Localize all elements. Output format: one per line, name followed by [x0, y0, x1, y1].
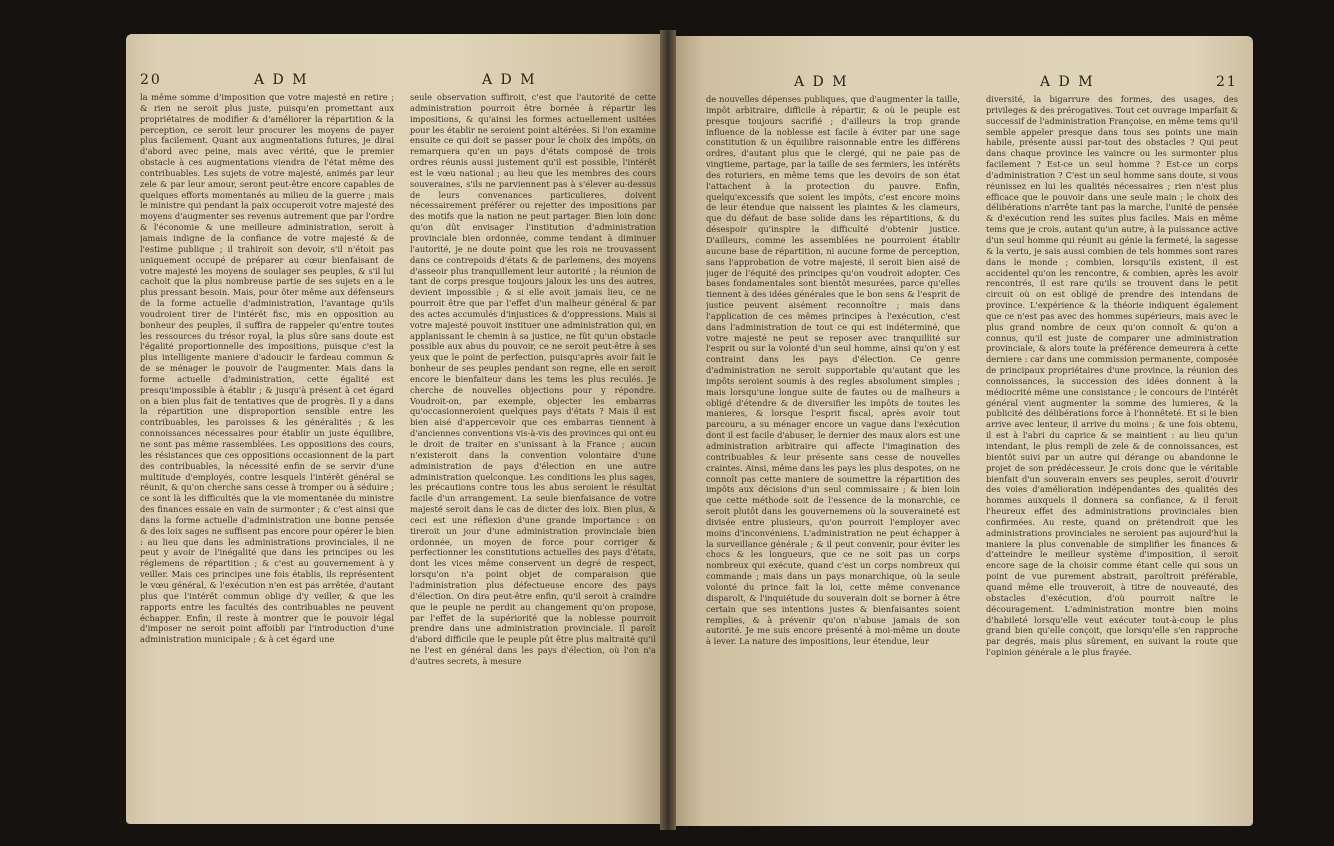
right-column-2: [986, 94, 1238, 814]
right-page-number: 21: [1216, 74, 1238, 90]
left-column-2: [410, 92, 656, 812]
left-column-2-text: seule observation suffiroit, c'est que l'autorité de cette administration pourroit être bornée à répartir les impositions, & qu'ainsi les formes actuellement usitées pour les établir ne seroient point altérées. Si l'on examine ensuite ce qui doit se passer pour le choix des impôts, on remarquera qu'en un pays d'états composé de trois ordres réunis aussi justement qu'il est possible, l'intérêt est le vœu national ; au lieu que les membres des cours souveraines, s'ils ne parviennent pas à s'élever au-dessus de leurs convenances particulieres, doivent nécessairement préférer ou rejetter des impositions par des motifs que la nation ne peut partager. Bien loin donc qu'on dût envisager l'institution d'administration provinciale bien ordonnée, comme tendant à diminuer l'autorité, je ne doute point que les rois ne trouvassent dans ce contrepoids d'états & de parlemens, des moyens d'asseoir plus tranquillement leur autorité ; la réunion de tant de corps presque toujours jaloux les uns des autres, devient impossible ; & si elle avoit jamais lieu, ce ne pourroit être que par l'effet d'un malheur général & par des actes accumulés d'injustices & d'oppressions. Mais si votre majesté pouvoit instituer une administration qui, en applanissant le chemin à sa justice, ne fût qu'un obstacle possible aux abus du pouvoir, ce ne seroit peut-être à ses yeux que le point de perfection, puisqu'après avoir fait le bonheur de ses peuples pendant son regne, elle en seroit encore le bienfaiteur dans les tems les plus reculés. Je cherche de nouvelles objections pour y répondre. Voudroit-on, par exemple, objecter les embarras qu'occasionneroient quelques pays d'états ? Mais il est bien aisé d'appercevoir que ces embarras tiennent à d'anciennes conventions vis-à-vis des provinces qui ont eu le droit de traiter en s'unissant à la France ; aucun n'existeroit dans la convention volontaire d'une administration de pays d'élection en une autre administration quelconque. Les conditions les plus sages, les précautions contre tous les abus seroient le résultat facile d'un arrangement. La seule bienfaisance de votre majesté seroit dans le cas de dicter des loix. Bien plus, & ceci est une réflexion d'une grande importance : on tireroit un jour d'une administration provinciale bien ordonnée, un moyen de force pour corriger & perfectionner les constitutions actuelles des pays d'états, dont les vices même conservent un degré de respect, lorsqu'on n'a point objet de comparaison que l'administration plus défectueuse encore des pays d'élection. On dira peut-être enfin, qu'il seroit à craindre que le peuple ne perdit au changement qu'on propose, par l'effet de la supériorité que la noblesse pourroit prendre dans une administration provinciale. Il paroît d'abord difficile que le peuple pût être plus maltraité qu'il ne l'est en général dans les pays d'élection, où l'on n'a d'autres secrets, à mesure: [410, 92, 656, 666]
left-page: [126, 34, 666, 824]
left-column-1: [140, 92, 394, 812]
book-gutter: [660, 30, 676, 830]
right-column-1: [706, 94, 960, 814]
right-header-left: A D M: [794, 74, 849, 90]
right-page: [668, 36, 1253, 826]
left-page-number: 20: [140, 72, 162, 88]
right-header-right: A D M: [1040, 74, 1095, 90]
left-header-left: A D M: [254, 72, 309, 88]
right-column-2-text: diversité, la bigarrure des formes, des usages, des privileges & des prérogatives. Tout cet ouvrage imparfait & successif de l'administration Françoise, en même tems qu'il semble appeler presque dans tous ses points une main habile, présente aussi par-tout des obstacles ? Qui peut dans chaque province les vaincre ou les surmonter plus facilement ? Est-ce un seul homme ? Est-ce un corps d'administration ? C'est un seul homme sans doute, si vous réunissez en lui les qualités nécessaires ; rien n'est plus efficace que le pouvoir dans une seule main ; le choix des délibérations n'arrête tant pas la marche, l'unité de pensée & d'exécution rend les suites plus faciles. Mais en même tems que je crois, autant qu'un autre, à la puissance active d'un seul homme qui réunit au génie la fermeté, la sagesse & la vertu, je sais aussi combien de tels hommes sont rares dans le monde ; combien, lorsqu'ils existent, il est accidentel qu'on les rencontre, & combien, après les avoir rencontrés, il est rare qu'ils se trouvent dans le petit circuit où on est obligé de prendre des intendans de province. L'expérience & la théorie indiquent également que ce n'est pas avec des hommes supérieurs, mais avec le plus grand nombre de ceux qu'on connoît & qu'on a connus, qu'il est juste de comparer une administration provinciale, & alors toute la préférence demeurera à cette derniere : car dans une commission permanente, composée de principaux propriétaires d'une province, la réunion des connoissances, la succession des idées donnent à la médiocrité même une consistance ; le concours de l'intérêt général vient augmenter la somme des lumieres, & la publicité des délibérations force à l'honnêteté. Et si le bien arrive avec lenteur, il arrive du moins ; & une fois obtenu, il est à l'abri du caprice & se maintient : au lieu qu'un intendant, le plus rempli de zele & de connoissances, est bientôt suivi par un autre qui dérange ou abandonne le projet de son prédécesseur. Je crois donc que le véritable bienfait d'un souverain envers ses peuples, seroit d'ouvrir des voies d'amélioration indépendantes des qualités des hommes auxquels il donnera sa confiance, & il feroit l'heureux effet des administrations provinciales bien confirmées. Au reste, quand on prétendroit que les administrations provinciales ne seroient pas aujourd'hui la maniere la plus convenable de simplifier les finances & d'atteindre le meilleur système d'imposition, il seroit encore sage de la choisir comme étant celle qui sous un point de vue purement abstrait, paroîtroit préférable, quand même elle trouveroit, à titre de nouveauté, des obstacles d'exécution, d'où pourroit naître le découragement. L'administration montre bien moins d'habileté lorsqu'elle veut exécuter tout-à-coup le plus grand bien qu'elle conçoit, que lorsqu'elle s'en rapproche par degrés, mais plus sûrement, en suivant la route que l'opinion générale a le plus frayée.: [986, 94, 1238, 658]
right-column-1-text: de nouvelles dépenses publiques, que d'augmenter la taille, impôt arbitraire, difficile à répartir, & où le peuple est presque toujours sacrifié ; d'ailleurs la trop grande influence de la noblesse est facile à éviter par une sage constitution & un équilibre raisonnable entre les différens ordres, d'autant plus que le clergé, qui ne paie pas de vingtieme, partage, par la taille de ses fermiers, les intérêts des roturiers, en même tems que les devoirs de son état l'attachent à la protection du pauvre. Enfin, quelqu'excessifs que soient les impôts, c'est encore moins de leur étendue que naissent les plaintes & les clameurs, que du défaut de base solide dans les répartitions, & du désespoir qu'inspire la difficulté d'obtenir justice. D'ailleurs, comme les assemblées ne pourroient établir aucune base de répartition, ni aucune forme de perception, sans l'approbation de votre majesté, il seroit bien aisé de juger de l'équité des principes qu'on voudroit adopter. Ces bases fondamentales sont bientôt mesurées, parce qu'elles tiennent à des idées générales que le bon sens & l'esprit de justice peuvent aisément reconnoître ; mais dans l'application de ces mêmes principes à l'exécution, c'est dans l'administration de tout ce qui est indéterminé, que votre majesté ne peut se reposer avec tranquillité sur l'esprit ou sur la volonté d'un seul homme, ainsi qu'on y est contraint dans les pays d'élection. Ce genre d'administration ne seroit supportable qu'autant que les impôts seroient soumis à des regles absolument simples ; mais lorsqu'une longue suite de fautes ou de malheurs a obligé d'étendre & de diversifier les impôts de toutes les manieres, & lorsque l'esprit fiscal, après avoir tout parcouru, a su ménager encore un vague dans l'exécution dont il est facile d'abuser, le dernier des maux alors est une administration arbitraire qui affecte l'imagination des contribuables & leur présente sans cesse de nouvelles craintes. Ainsi, même dans les pays les plus despotes, on ne connoît pas cette maniere de soumettre la répartition des impôts aux décisions d'un seul commissaire ; & bien loin que cette méthode soit de l'essence de la monarchie, ce seroit plutôt dans les gouvernemens où la souveraineté est divisée entre plusieurs, qu'on pourroit l'employer avec moins d'inconvéniens. L'administration ne peut échapper à la surveillance générale ; & il peut convenir, pour éviter les chocs & les longueurs, que ce ne soit pas un corps nombreux qui exécute, quand c'est un corps nombreux qui commande ; mais dans un pays monarchique, où la seule volonté du prince fait la loi, cette même convenance disparoît, & l'inquiétude du souverain doit se borner à être certain que ses intentions justes & bienfaisantes soient remplies, & à prévenir qu'on n'abuse jamais de son autorité. Je me suis encore présenté à moi-même un doute à lever. La nature des impositions, leur étendue, leur: [706, 94, 960, 647]
left-header-right: A D M: [482, 72, 537, 88]
left-column-1-text: la même somme d'imposition que votre majesté en retire ; & rien ne seroit plus juste, puisqu'en promettant aux propriétaires de modifier & d'améliorer la répartition & la perception, ce seroit leur procurer les moyens de payer plus facilement. Quant aux augmentations futures, je dirai d'abord avec peine, mais avec vérité, que le premier obstacle à ces augmentations viendra de l'état même des contribuables. Les sujets de votre majesté, animés par leur zele & par leur amour, seront peut-être encore capables de quelques efforts momentanés au milieu de la guerre ; mais le ministre qui pendant la paix occuperoit votre majesté des moyens d'augmenter ses revenus autrement que par l'ordre & l'économie & une meilleure administration, seroit à jamais indigne de la confiance de votre majesté & de l'estime publique ; il trahiroit son devoir, s'il n'étoit pas uniquement occupé de préparer au cœur bienfaisant de votre majesté les moyens de soulager ses peuples, & s'il lui cachoit que la plus nombreuse partie de ses sujets en a le plus pressant besoin. Mais, pour ôter même aux défenseurs de la forme actuelle d'administration, l'avantage qu'ils voudroient tirer de l'intérêt fisc, mis en opposition au bonheur des peuples, il suffira de rappeler qu'entre toutes les ressources du trésor royal, la plus sûre sans doute est l'égalité proportionnelle des impositions, puisque c'est la plus intelligente maniere d'adoucir le fardeau commun & de se ménager le pouvoir de l'augmenter. Mais dans la forme actuelle d'administration, cette égalité est presqu'impossible à établir ; & jusqu'à présent à cet égard on a bien plus fait de tentatives que de progrès. Il y a dans la répartition une disproportion sensible entre les contribuables, les paroisses & les généralités ; & les connoissances nécessaires pour établir un juste équilibre, ne sont pas même rassemblées. Les oppositions des cours, les résistances que ces oppositions occasionnent de la part des contribuables, la nécessité enfin de se servir d'une multitude d'employés, contre lesquels l'intérêt général se réunit, & qu'on cherche sans cesse à tromper ou à séduire ; ce sont là les difficultés que la vie momentanée du ministre des finances essaie en vain de surmonter ; & c'est ainsi que dans la forme actuelle d'administration une bonne pensée & des loix sages ne suffisent pas encore pour opérer le bien : au lieu que dans les administrations provinciales, il ne peut y avoir de l'inégalité que dans les principes ou les réglemens de répartition ; & c'est au gouvernement à y veiller. Mais ces principes une fois établis, ils représentent le vœu général, & l'exécution n'en est pas arrêtée, d'autant plus que l'intérêt commun oblige d'y veiller, & que les rapports entre les facultés des contribuables ne peuvent échapper. Enfin, il reste à montrer que le pouvoir légal d'imposer ne seroit point affoibli par l'introduction d'une administration municipale ; & à cet égard une: [140, 92, 394, 645]
